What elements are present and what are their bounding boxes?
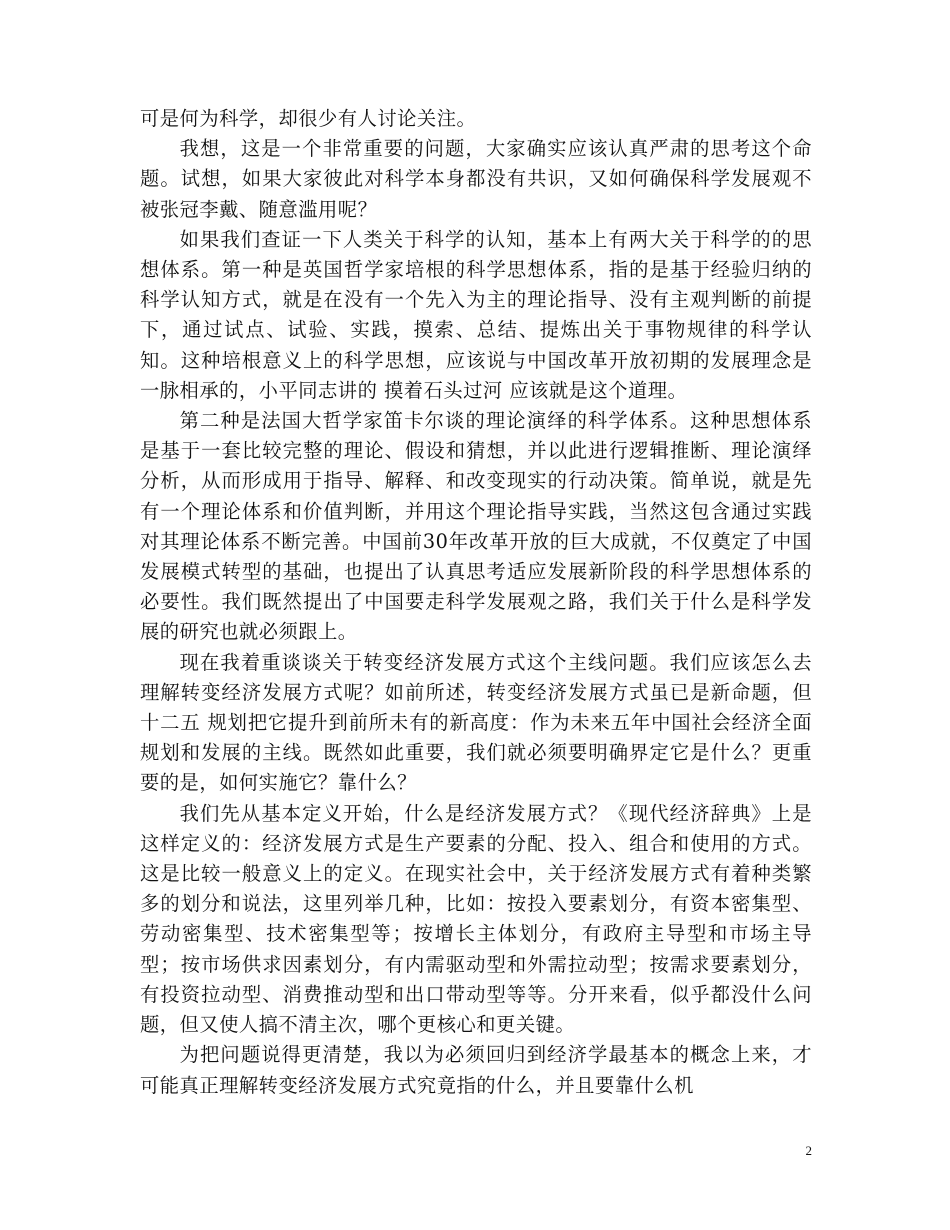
paragraph: 为把问题说得更清楚，我以为必须回归到经济学最基本的概念上来，才可能真正理解转变经济发展方式究竟指的什么，并且要靠什么机 [140, 1043, 812, 1097]
page-number: 2 [805, 1143, 812, 1158]
paragraph: 如果我们查证一下人类关于科学的认知，基本上有两大关于科学的的思想体系。第一种是英国哲学家培根的科学思想体系，指的是基于经验归纳的科学认知方式，就是在没有一个先入为主的理论指导、没有主观判断的前提下，通过试点、试验、实践，摸索、总结、提炼出关于事物规律的科学认知。这种培根意义上的科学思想，应该说与中国改革开放初期的发展理念是一脉相承的，小平同志讲的 摸着石头过河 应该就是这个道理。 [140, 227, 812, 402]
paragraph: 现在我着重谈谈关于转变经济发展方式这个主线问题。我们应该怎么去理解转变经济发展方式呢？如前所述，转变经济发展方式虽已是新命题，但 十二五 规划把它提升到前所未有的新高度：作为未来五年中国社会经济全面规划和发展的主线。既然如此重要，我们就必须要明确界定它是什么？更重要的是，如何实施它？靠什么？ [140, 650, 812, 795]
paragraph: 我想，这是一个非常重要的问题，大家确实应该认真严肃的思考这个命题。试想，如果大家彼此对科学本身都没有共识，又如何确保科学发展观不被张冠李戴、随意滥用呢？ [140, 137, 812, 221]
paragraph: 我们先从基本定义开始，什么是经济发展方式？《现代经济辞典》上是这样定义的：经济发展方式是生产要素的分配、投入、组合和使用的方式。这是比较一般意义上的定义。在现实社会中，关于经济发展方式有着种类繁多的划分和说法，这里列举几种，比如：按投入要素划分，有资本密集型、劳动密集型、技术密集型等；按增长主体划分，有政府主导型和市场主导型；按市场供求因素划分，有内需驱动型和外需拉动型；按需求要素划分，有投资拉动型、消费推动型和出口带动型等等。分开来看，似乎都没什么问题，但又使人搞不清主次，哪个更核心和更关键。 [140, 801, 812, 1037]
paragraph: 第二种是法国大哲学家笛卡尔谈的理论演绎的科学体系。这种思想体系是基于一套比较完整的理论、假设和猜想，并以此进行逻辑推断、理论演绎分析，从而形成用于指导、解释、和改变现实的行动决策。简单说，就是先有一个理论体系和价值判断，并用这个理论指导实践，当然这包含通过实践对其理论体系不断完善。中国前30年改革开放的巨大成就，不仅奠定了中国发展模式转型的基础，也提出了认真思考适应发展新阶段的科学思想体系的必要性。我们既然提出了中国要走科学发展观之路，我们关于什么是科学发展的研究也就必须跟上。 [140, 409, 812, 644]
paragraph: 可是何为科学，却很少有人讨论关注。 [140, 107, 477, 130]
body-text [140, 104, 812, 1101]
